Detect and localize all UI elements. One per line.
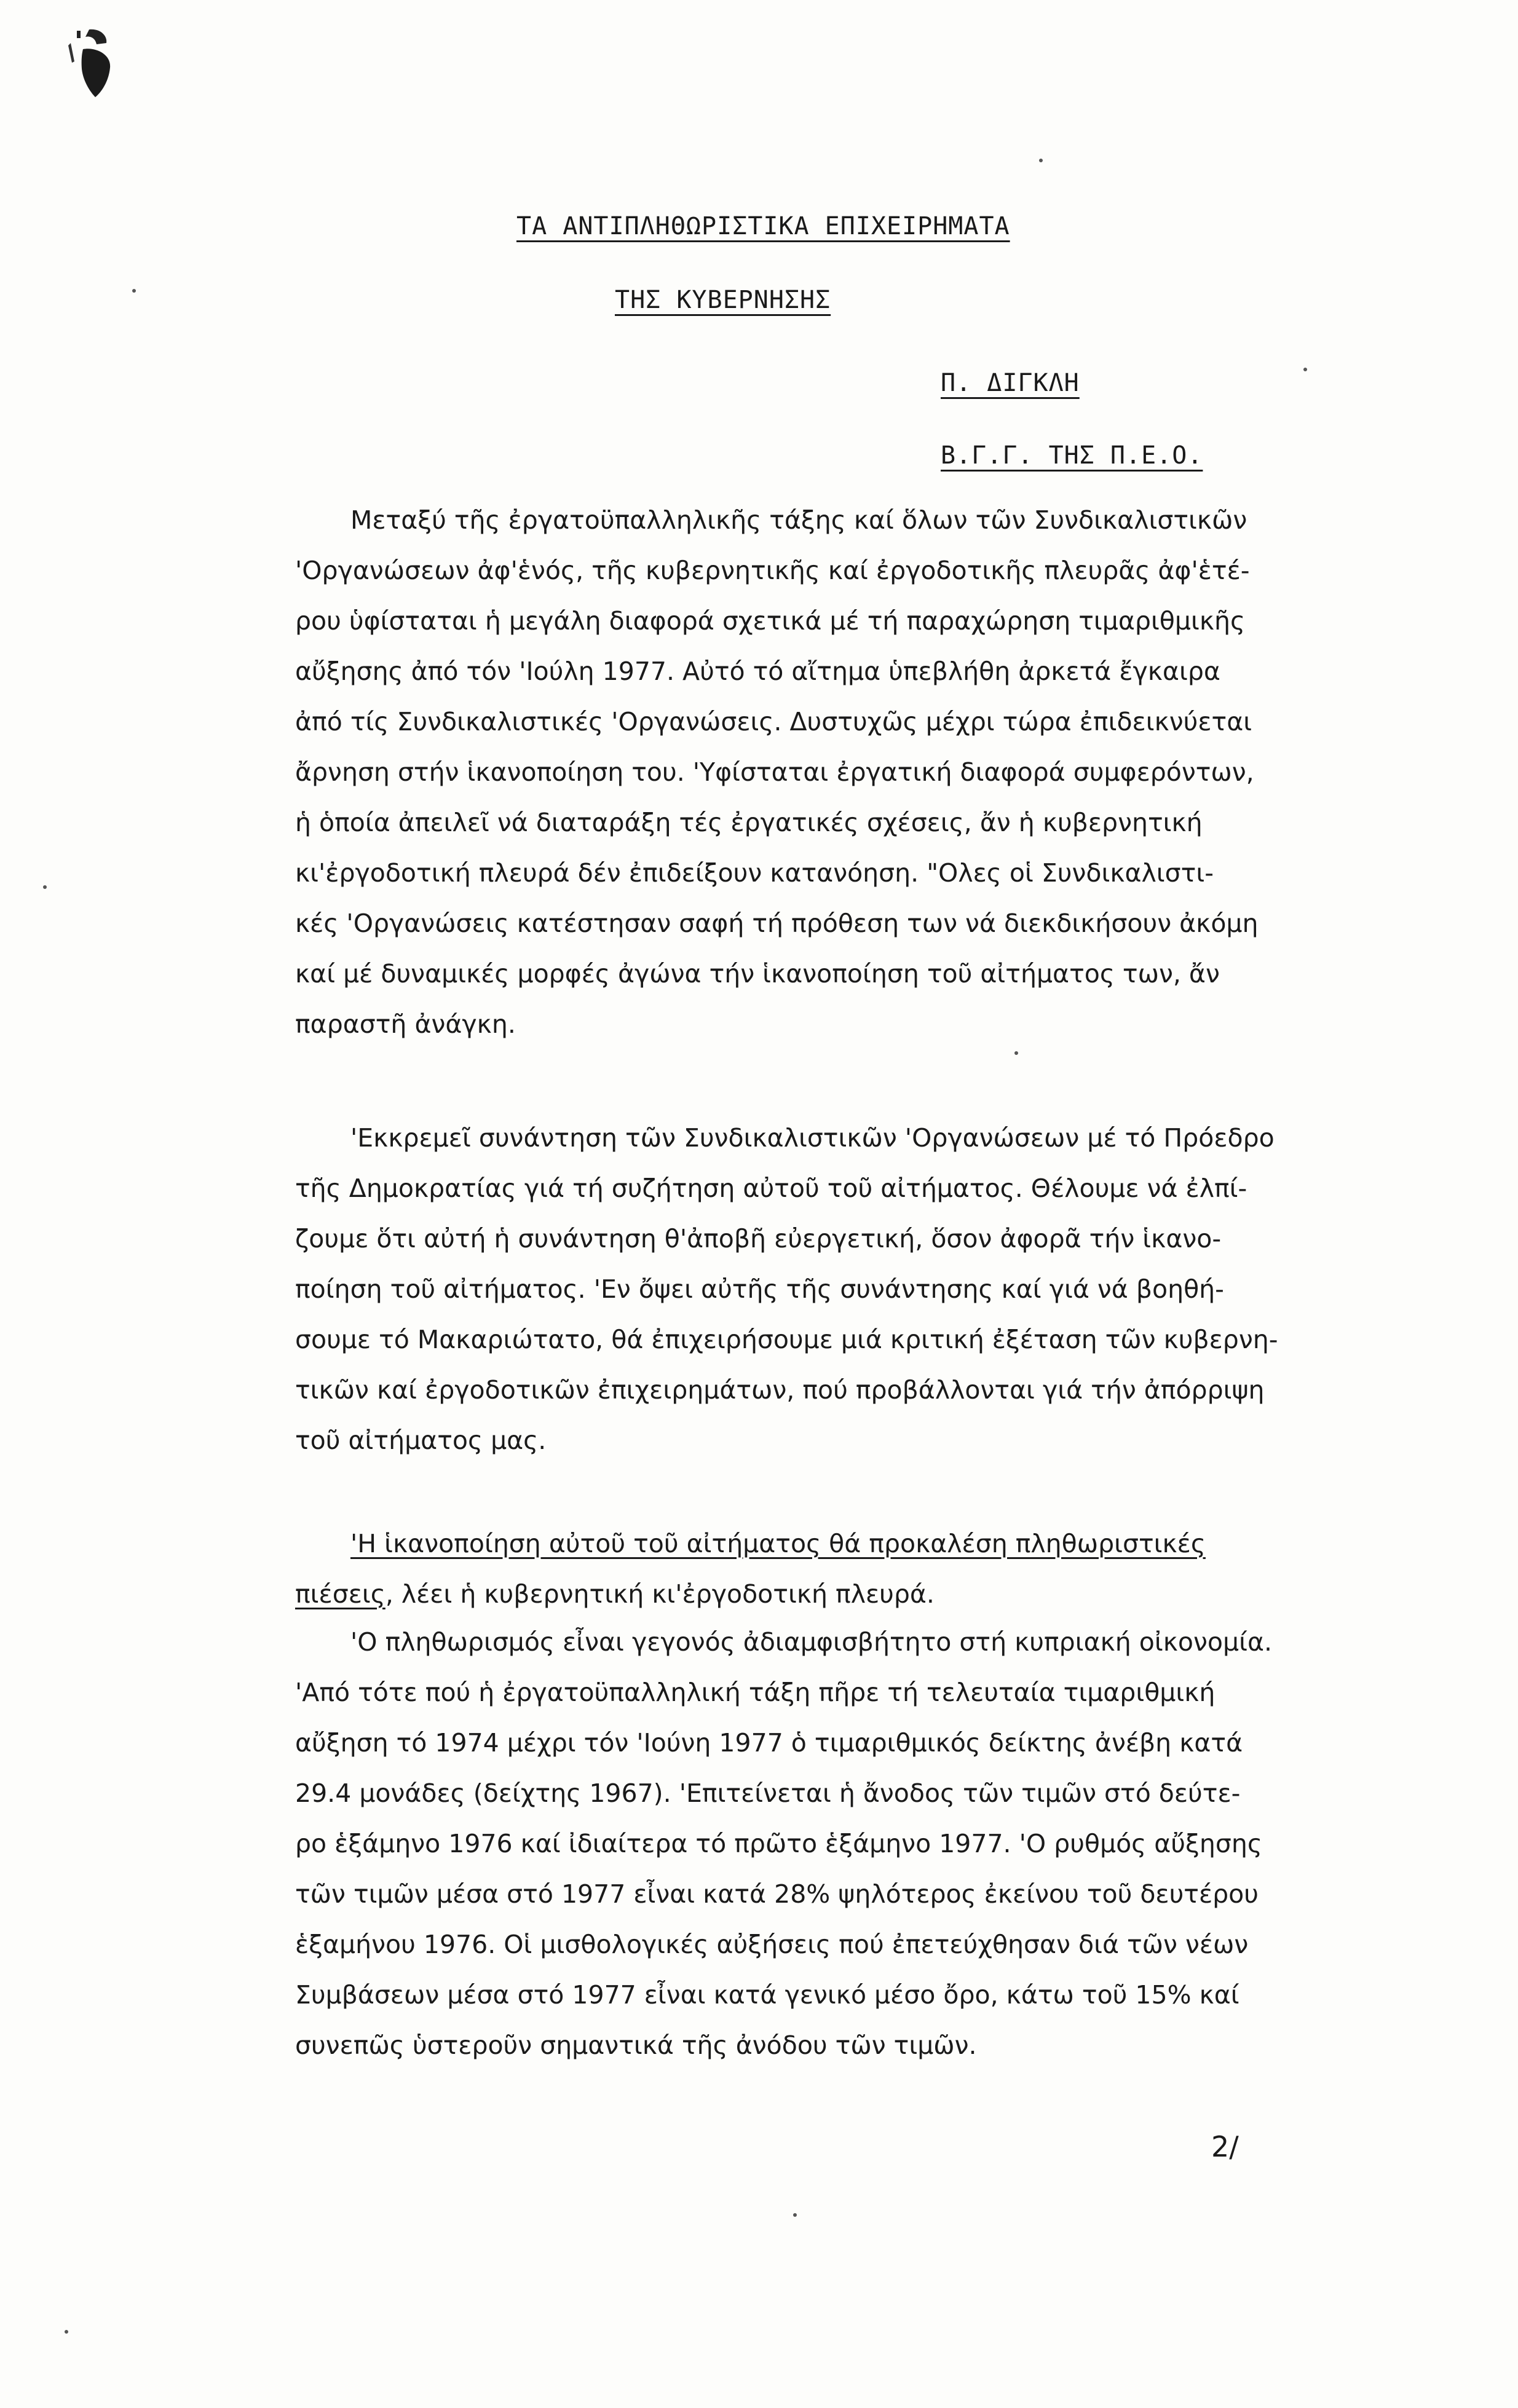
text-line: ἄρνηση στήν ἱκανοποίηση του. 'Υφίσταται ἐργατική διαφορά συμφερόντων, <box>295 757 1254 787</box>
paragraph-2 <box>295 1113 1420 1466</box>
text-line: κι'ἐργοδοτική πλευρά δέν ἐπιδείξουν κατανόηση. "Ολες οἱ Συνδικαλιστι- <box>295 858 1214 888</box>
scan-speck <box>43 885 47 889</box>
text-line: Μεταξύ τῆς ἐργατοϋπαλληλικῆς τάξης καί ὅλων τῶν Συνδικαλιστικῶν <box>350 505 1247 535</box>
text-line: τῶν τιμῶν μέσα στό 1977 εἶναι κατά 28% ψηλότερος ἐκείνου τοῦ δευτέρου <box>295 1879 1259 1909</box>
author-name: Π. ΔΙΓΚΛΗ <box>941 369 1080 397</box>
text-line: ποίηση τοῦ αἰτήματος. 'Εν ὄψει αὐτῆς τῆς συνάντησης καί γιά νά βοηθή- <box>295 1274 1224 1304</box>
page-continuation-marker: 2/ <box>1211 2130 1239 2163</box>
text-line: ἡ ὁποία ἀπειλεῖ νά διαταράξη τές ἐργατικές σχέσεις, ἄν ἡ κυβερνητική <box>295 808 1203 837</box>
text-line: τικῶν καί ἐργοδοτικῶν ἐπιχειρημάτων, πού προβάλλονται γιά τήν ἀπόρριψη <box>295 1375 1265 1405</box>
scan-speck <box>793 2213 797 2217</box>
scan-speck <box>65 2330 68 2334</box>
text-line: 'Οργανώσεων ἀφ'ἑνός, τῆς κυβερνητικῆς καί ἐργοδοτικῆς πλευρᾶς ἀφ'ἑτέ- <box>295 556 1250 585</box>
text-line: τῆς Δημοκρατίας γιά τή συζήτηση αὐτοῦ τοῦ αἰτήματος. Θέλουμε νά ἐλπί- <box>295 1174 1247 1203</box>
text-line: παραστῆ ἀνάγκη. <box>295 1009 516 1039</box>
archive-stamp-mark <box>58 25 126 105</box>
text-line: ἀπό τίς Συνδικαλιστικές 'Οργανώσεις. Δυστυχῶς μέχρι τώρα ἐπιδεικνύεται <box>295 707 1252 736</box>
quoted-argument-word: πιέσεις <box>295 1579 385 1609</box>
text-line: αὔξηση τό 1974 μέχρι τόν 'Ιούνη 1977 ὁ τιμαριθμικός δείκτης ἀνέβη κατά <box>295 1728 1243 1758</box>
scan-speck <box>1303 368 1307 371</box>
text-line: 'Ο πληθωρισμός εἶναι γεγονός ἀδιαμφισβήτητο στή κυπριακή οἰκονομία. <box>350 1627 1273 1657</box>
paragraph-3 <box>295 1617 1420 2070</box>
quoted-argument-line1: 'Η ἱκανοποίηση αὐτοῦ τοῦ αἰτήματος θά προκαλέση πληθωριστικές <box>350 1529 1206 1558</box>
text-line: κές 'Οργανώσεις κατέστησαν σαφή τή πρόθεση των νά διεκδικήσουν ἀκόμη <box>295 909 1259 938</box>
text-line: Συμβάσεων μέσα στό 1977 εἶναι κατά γενικό μέσο ὄρο, κάτω τοῦ 15% καί <box>295 1980 1239 2010</box>
scan-speck <box>1039 159 1043 162</box>
text-line: συνεπῶς ὑστεροῦν σημαντικά τῆς ἀνόδου τῶν τιμῶν. <box>295 2031 977 2060</box>
text-line: ἑξαμήνου 1976. Οἱ μισθολογικές αὐξήσεις πού ἐπετεύχθησαν διά τῶν νέων <box>295 1930 1249 1959</box>
text-line: αὔξησης ἀπό τόν 'Ιούλη 1977. Αὐτό τό αἴτημα ὑπεβλήθη ἀρκετά ἔγκαιρα <box>295 657 1220 686</box>
document-title-line1: ΤΑ ΑΝΤΙΠΛΗΘΩΡΙΣΤΙΚΑ ΕΠΙΧΕΙΡΗΜΑΤΑ <box>516 212 1010 240</box>
scan-speck <box>1014 1051 1018 1055</box>
text-line: καί μέ δυναμικές μορφές ἀγώνα τήν ἱκανοποίηση τοῦ αἰτήματος των, ἄν <box>295 959 1220 989</box>
author-affiliation: Β.Γ.Γ. ΤΗΣ Π.Ε.Ο. <box>941 441 1203 470</box>
scan-speck <box>132 289 136 293</box>
text-line: 'Από τότε πού ἡ ἐργατοϋπαλληλική τάξη πῆρε τή τελευταία τιμαριθμική <box>295 1678 1216 1707</box>
text-line: 'Εκκρεμεῖ συνάντηση τῶν Συνδικαλιστικῶν 'Οργανώσεων μέ τό Πρόεδρο <box>350 1123 1275 1153</box>
document-title-line2: ΤΗΣ ΚΥΒΕΡΝΗΣΗΣ <box>615 286 831 314</box>
paragraph-1 <box>295 495 1420 1049</box>
text-line: 29.4 μονάδες (δείχτης 1967). 'Επιτείνεται ἡ ἄνοδος τῶν τιμῶν στό δεύτε- <box>295 1778 1241 1808</box>
quoted-argument-heading <box>295 1518 1420 1619</box>
text-line: ζουμε ὅτι αὐτή ἡ συνάντηση θ'ἀποβῆ εὐεργετική, ὅσον ἀφορᾶ τήν ἱκανο- <box>295 1224 1222 1253</box>
text-line: ρου ὑφίσταται ἡ μεγάλη διαφορά σχετικά μέ τή παραχώρηση τιμαριθμικῆς <box>295 606 1246 636</box>
text-line: τοῦ αἰτήματος μας. <box>295 1426 547 1455</box>
text-line: ρο ἑξάμηνο 1976 καί ἰδιαίτερα τό πρῶτο ἑξάμηνο 1977. 'Ο ρυθμός αὔξησης <box>295 1829 1262 1858</box>
quoted-argument-attribution: , λέει ἡ κυβερνητική κι'ἐργοδοτική πλευρά. <box>385 1579 935 1609</box>
text-line: σουμε τό Μακαριώτατο, θά ἐπιχειρήσουμε μιά κριτική ἐξέταση τῶν κυβερνη- <box>295 1325 1278 1354</box>
